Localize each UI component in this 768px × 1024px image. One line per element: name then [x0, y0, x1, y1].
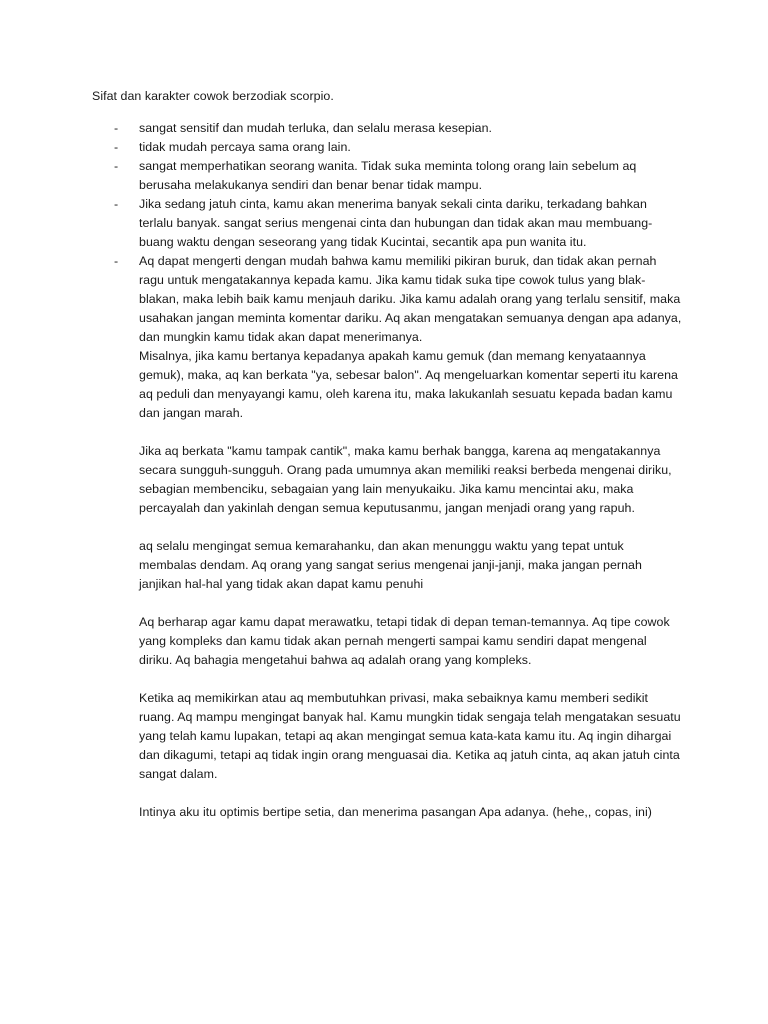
bullet-marker: - [114, 140, 119, 154]
list-item [92, 195, 682, 252]
list-item-text: Jika sedang jatuh cinta, kamu akan menerima banyak sekali cinta dariku, terkadang bahkan terlalu banyak. sangat serius mengenai cinta dan hubungan dan tidak akan mau membuang-buang waktu dengan seseorang yang tidak Kucintai, secantik apa pun wanita itu. [139, 197, 653, 249]
bullet-list [92, 119, 682, 822]
paragraph: Ketika aq memikirkan atau aq membutuhkan privasi, maka sebaiknya kamu memberi sedikit ruang. Aq mampu mengingat banyak hal. Kamu mungkin tidak sengaja telah mengatakan sesuatu yang telah kamu lupakan, tetapi aq akan mengingat semua kata-kata kamu itu. Aq ingin dihargai dan dikagumi, tetapi aq tidak ingin orang menguasai dia. Ketika aq jatuh cinta, aq akan jatuh cinta sangat dalam. [139, 691, 681, 781]
list-item-text: tidak mudah percaya sama orang lain. [139, 140, 351, 154]
list-item-text: sangat memperhatikan seorang wanita. Tidak suka meminta tolong orang lain sebelum aq berusaha melakukanya sendiri dan benar benar tidak mampu. [139, 159, 637, 192]
paragraph: Aq berharap agar kamu dapat merawatku, tetapi tidak di depan teman-temannya. Aq tipe cowok yang kompleks dan kamu tidak akan pernah mengerti sampai kamu sendiri dapat mengenal diriku. Aq bahagia mengetahui bahwa aq adalah orang yang kompleks. [139, 615, 670, 667]
document-title: Sifat dan karakter cowok berzodiak scorpio. [92, 89, 334, 103]
paragraph: Intinya aku itu optimis bertipe setia, dan menerima pasangan Apa adanya. (hehe,, copas, ini) [139, 805, 652, 819]
paragraph: aq selalu mengingat semua kemarahanku, dan akan menunggu waktu yang tepat untuk membalas dendam. Aq orang yang sangat serius mengenai janji-janji, maka jangan pernah janjikan hal-hal yang tidak akan dapat kamu penuhi [139, 539, 642, 591]
bullet-marker: - [114, 159, 119, 173]
bullet-marker: - [114, 197, 119, 211]
paragraph: Jika aq berkata "kamu tampak cantik", maka kamu berhak bangga, karena aq mengatakannya secara sungguh-sungguh. Orang pada umumnya akan memiliki reaksi berbeda mengenai diriku, sebagian membenciku, sebagaian yang lain menyukaiku. Jika kamu mencintai aku, maka percayalah dan yakinlah dengan semua keputusanmu, jangan menjadi orang yang rapuh. [139, 444, 672, 515]
bullet-marker: - [114, 254, 119, 268]
list-item [92, 252, 682, 822]
paragraph: Misalnya, jika kamu bertanya kepadanya apakah kamu gemuk (dan memang kenyataannya gemuk), maka, aq kan berkata "ya, sebesar balon". Aq mengeluarkan komentar seperti itu karena aq peduli dan menyayangi kamu, oleh karena itu, maka lakukanlah sesuatu kepada badan kamu dan jangan marah. [139, 349, 678, 420]
list-item [92, 119, 682, 138]
paragraph: Aq dapat mengerti dengan mudah bahwa kamu memiliki pikiran buruk, dan tidak akan pernah ragu untuk mengatakannya kepada kamu. Jika kamu tidak suka tipe cowok tulus yang blak-blakan, maka lebih baik kamu menjauh dariku. Jika kamu adalah orang yang terlalu sensitif, maka usahakan jangan meminta komentar dariku. Aq akan mengatakan semuanya dengan apa adanya, dan mungkin kamu tidak akan dapat menerimanya. [139, 254, 682, 344]
list-item-text: sangat sensitif dan mudah terluka, dan selalu merasa kesepian. [139, 121, 493, 135]
list-item [92, 138, 682, 157]
bullet-marker: - [114, 121, 119, 135]
list-item [92, 157, 682, 195]
